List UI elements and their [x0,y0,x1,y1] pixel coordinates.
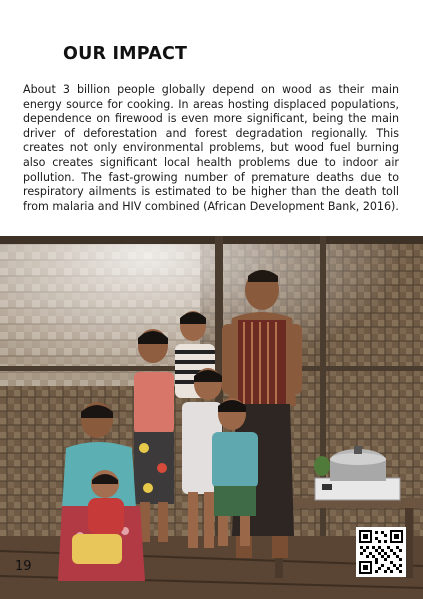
body-paragraph: About 3 billion people globally depend on wood as their main energy source for cooking. In areas hosting displaced populations, dependence on firewood is even more significant, being the main driver of deforestation and forest degradation regionally. This creates not only environmental problems, but wood fuel burning also creates significant local health problems due to indoor air pollution. The fast-growing number of premature deaths due to respiratory ailments is estimated to be higher than the death toll from malaria and HIV combined (African Development Bank, 2016). [23,83,399,213]
page-number: 19 [15,559,32,574]
page-title: OUR IMPACT [63,44,188,64]
qr-code-icon[interactable] [356,527,406,577]
